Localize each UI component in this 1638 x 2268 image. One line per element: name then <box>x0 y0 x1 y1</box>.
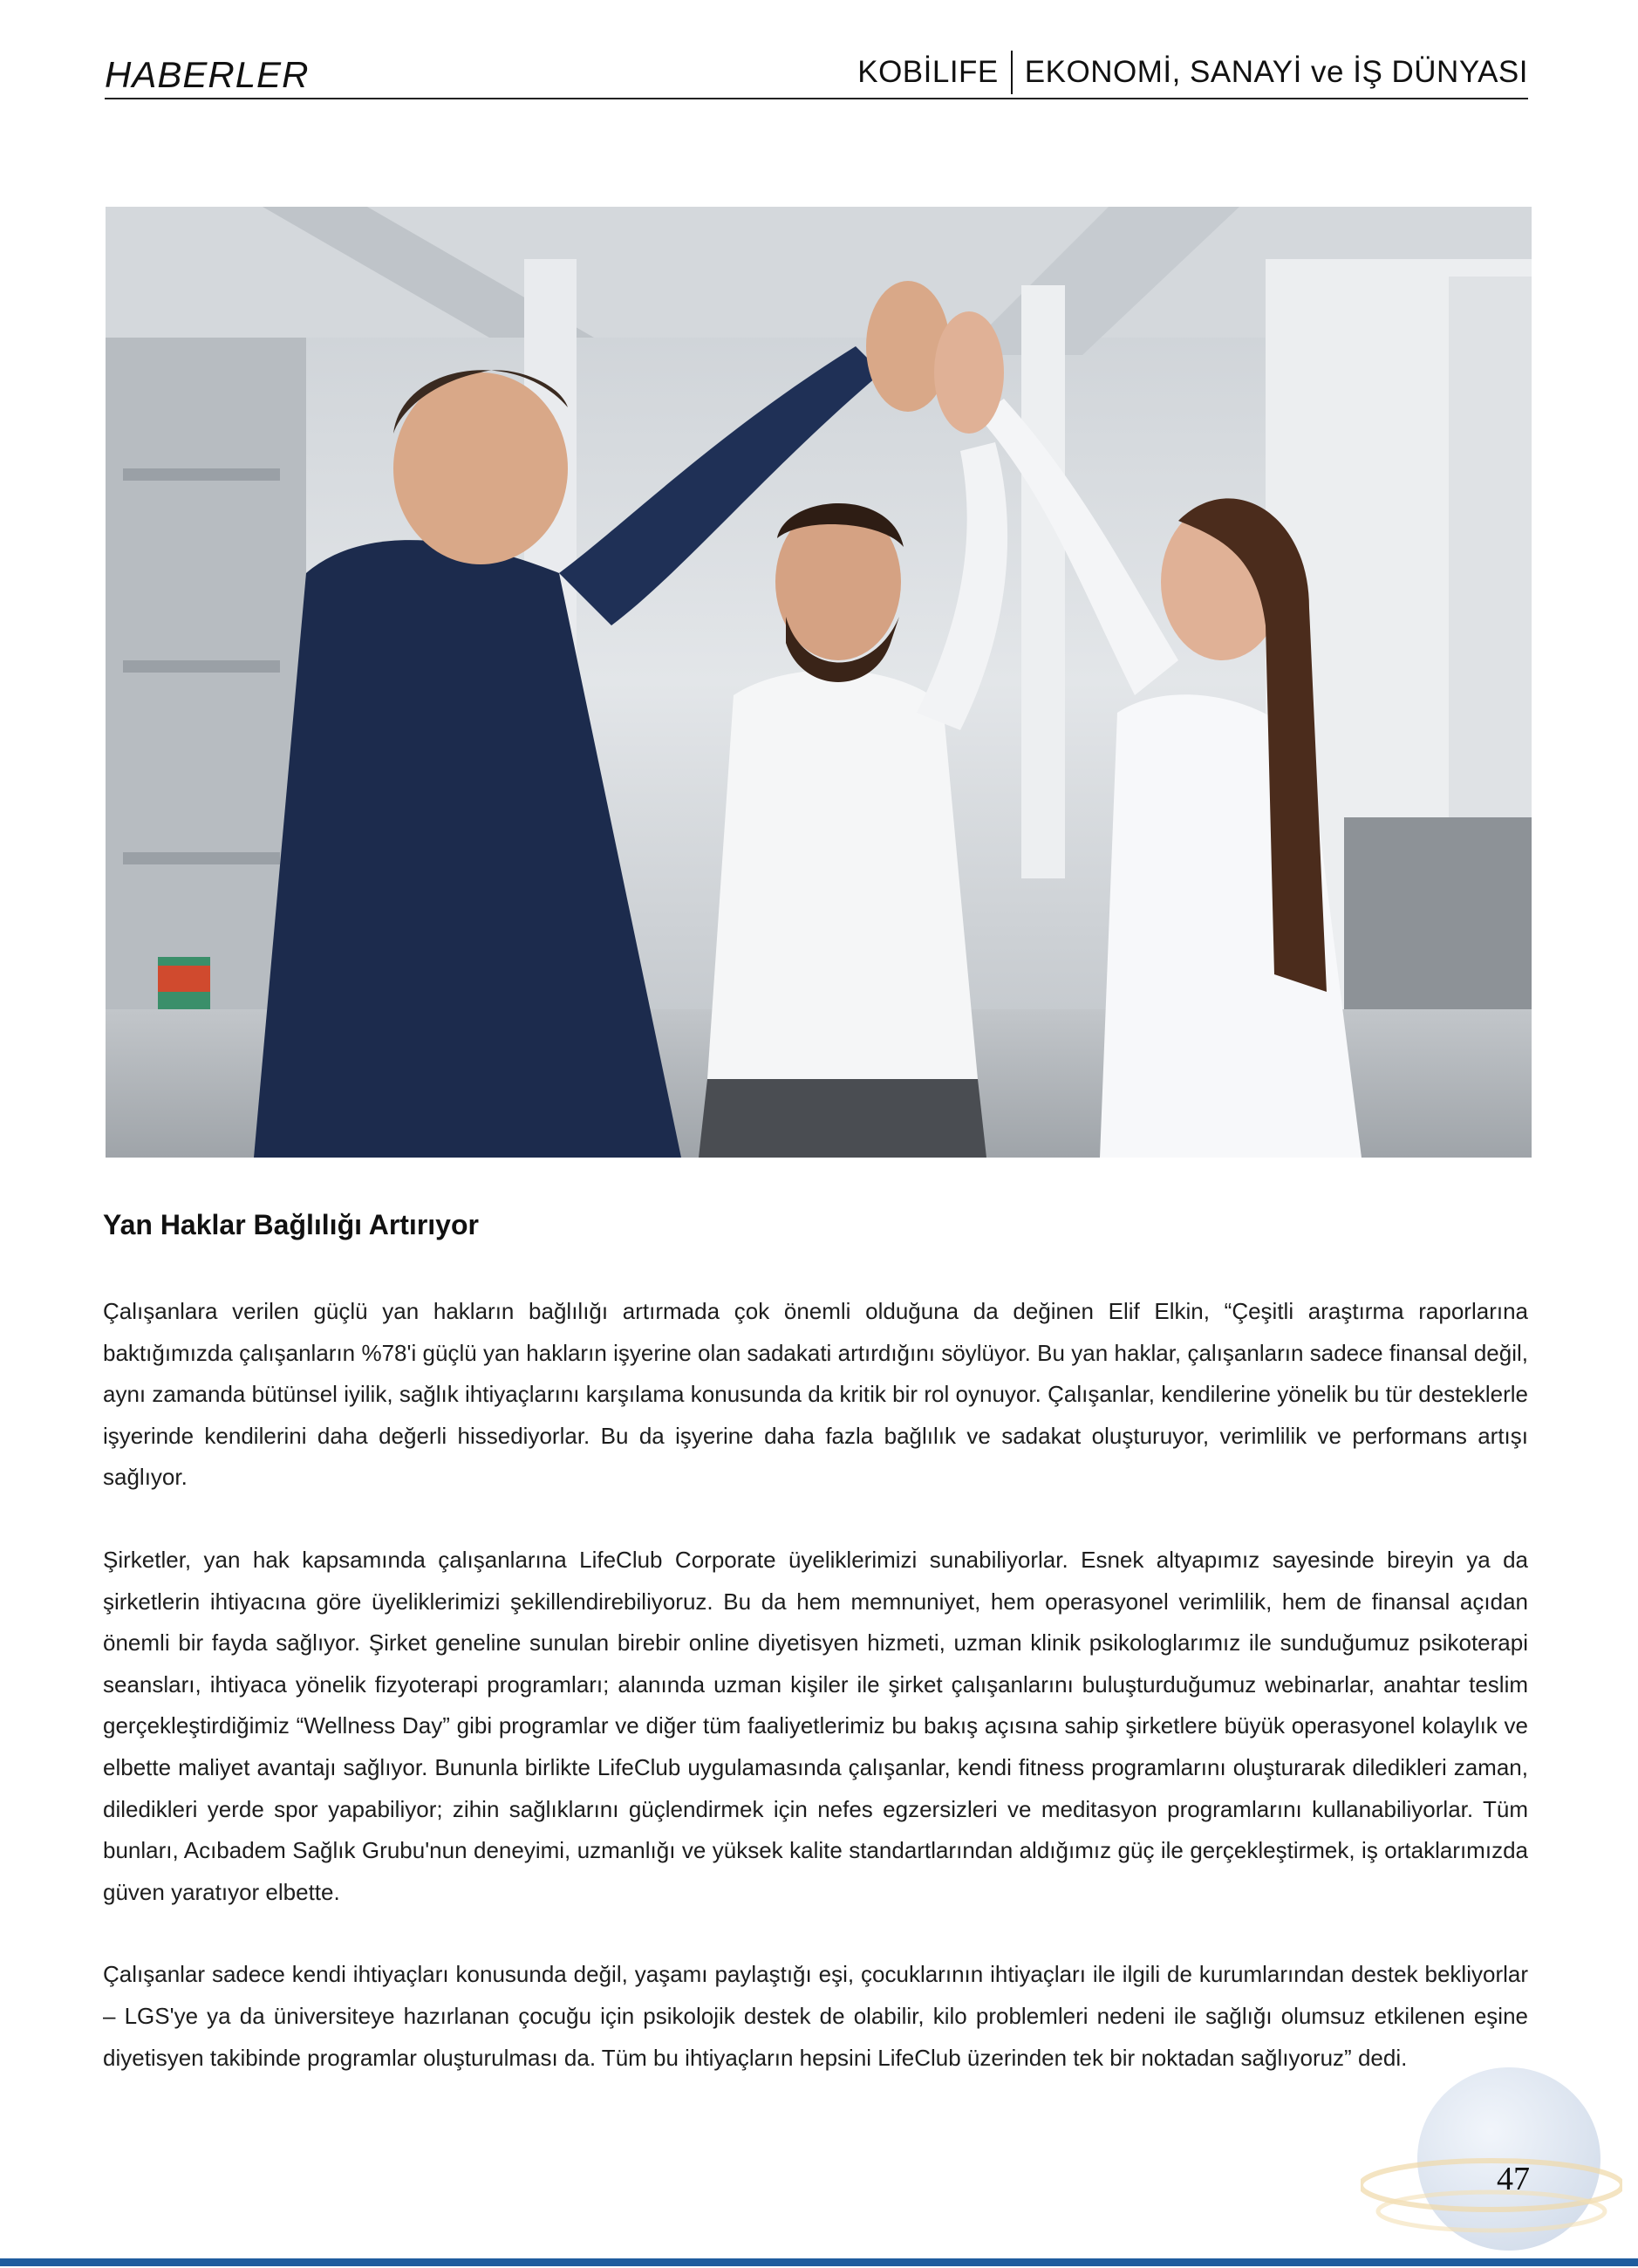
article-photo <box>106 207 1532 1158</box>
article-paragraph: Şirketler, yan hak kapsamında çalışanlarına LifeClub Corporate üyeliklerimizi sunabiliyorlar. Esnek altyapımız sayesinde bireyin ya da şirketlerin ihtiyacına göre üyeliklerimizi şekillendirebiliyoruz. Bu da hem memnuniyet, hem operasyonel verimlilik, hem de finansal açıdan önemli bir fayda sağlıyor. Şirket geneline sunulan birebir online diyetisyen hizmeti, uzman klinik psikologlarımız ile sunduğumuz psikoterapi seansları, ihtiyaca yönelik fizyoterapi programları; alanında uzman kişiler ile şirket çalışanlarını buluşturduğumuz webinarlar, anahtar teslim gerçekleştirdiğimiz “Wellness Day” gibi programlar ve diğer tüm faaliyetlerimiz bu bakış açısına sahip şirketlere büyük operasyonel kolaylık ve elbette maliyet avantajı sağlıyor. Bununla birlikte LifeClub uygulamasında çalışanlar, kendi fitness programlarını oluşturarak diledikleri zaman, diledikleri yerde spor yapabiliyor; zihin sağlıklarını güçlendirmek için nefes egzersizleri ve meditasyon programlarını kullanabiliyorlar. Tüm bunları, Acıbadem Sağlık Grubu'nun deneyimi, uzmanlığı ve yüksek kalite standartlarından aldığımız güç ile gerçekleştirmek, iş ortaklarımızda güven yaratıyor elbette. <box>103 1546 1528 1905</box>
magazine-brand: KOBİLIFE <box>857 55 999 89</box>
page-number: 47 <box>1497 2161 1530 2197</box>
magazine-category: EKONOMİ, SANAYİ ve İŞ DÜNYASI <box>1024 55 1528 89</box>
header-separator <box>1011 51 1013 94</box>
footer-accent-bar <box>0 2258 1638 2266</box>
magazine-header <box>857 51 1528 94</box>
article-paragraph: Çalışanlar sadece kendi ihtiyaçları konusunda değil, yaşamı paylaştığı eşi, çocuklarının ihtiyaçları ile ilgili de kurumlarından destek bekliyorlar – LGS'ye ya da üniversiteye hazırlanan çocuğu için psikolojik destek de olabilir, kilo problemleri nedeni ile sağlığı olumsuz etkilenen eşine diyetisyen takibinde programlar oluşturulması da. Tüm bu ihtiyaçların hepsini LifeClub üzerinden tek bir noktadan sağlıyoruz” dedi. <box>103 1961 1528 2071</box>
planet-decoration-icon <box>1361 2059 1622 2268</box>
article-body <box>103 1291 1528 2120</box>
photo-illustration <box>106 207 1532 1158</box>
article-heading: Yan Haklar Bağlılığı Artırıyor <box>103 1209 479 1240</box>
header-rule <box>105 98 1528 99</box>
section-label: HABERLER <box>105 54 310 95</box>
article-paragraph: Çalışanlara verilen güçlü yan hakların bağlılığı artırmada çok önemli olduğuna da değinen Elif Elkin, “Çeşitli araştırma raporlarına baktığımızda çalışanların %78'i güçlü yan hakların işyerine olan sadakati artırdığını söylüyor. Bu yan haklar, çalışanların sadece finansal değil, aynı zamanda bütünsel iyilik, sağlık ihtiyaçlarını karşılama konusunda da kritik bir rol oynuyor. Çalışanlar, kendilerine yönelik bu tür desteklerle işyerinde kendilerini daha değerli hissediyorlar. Bu da işyerine daha fazla bağlılık ve sadakat oluşturuyor, verimlilik ve performans artışı sağlıyor. <box>103 1298 1528 1491</box>
